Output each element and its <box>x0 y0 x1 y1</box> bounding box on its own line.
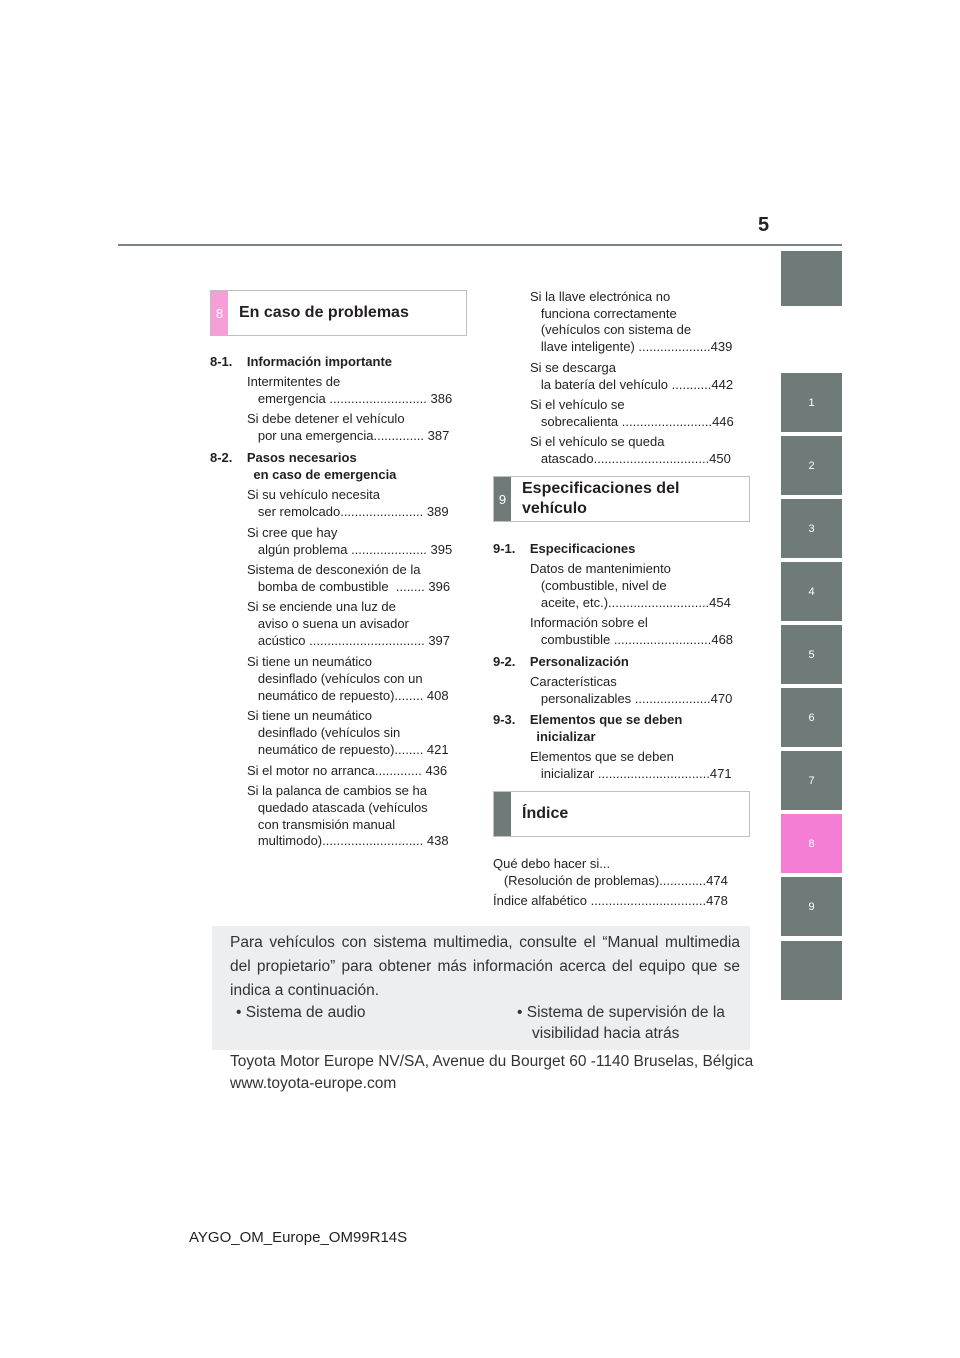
toc-entry[interactable]: aceite, etc.)............................454 <box>530 595 731 610</box>
toc-chapter[interactable]: inicializar <box>493 729 596 744</box>
toc-entry[interactable]: con transmisión manual <box>247 817 396 832</box>
index-header <box>493 791 750 837</box>
toc-entry[interactable]: aviso o suena un avisador <box>247 616 409 631</box>
toc-chapter[interactable]: 8-2. Pasos necesarios <box>210 450 357 465</box>
side-tab-label: 3 <box>808 522 815 535</box>
toc-entry[interactable]: Qué debo hacer si... <box>493 856 611 871</box>
toc-entry[interactable]: desinflado (vehículos sin <box>247 725 401 740</box>
toc-entry[interactable]: neumático de repuesto)........ 421 <box>247 742 449 757</box>
side-tab-5[interactable] <box>781 625 842 684</box>
note-item-audio: • Sistema de audio <box>236 1004 366 1021</box>
section-title <box>522 479 679 519</box>
side-tab-label: 5 <box>808 648 815 661</box>
toc-entry[interactable]: Si debe detener el vehículo <box>247 411 405 426</box>
toc-entry[interactable]: Información sobre el <box>530 615 648 630</box>
toc-chapter[interactable]: 9-3. Elementos que se deben <box>493 712 683 727</box>
toc-entry[interactable]: Si se descarga <box>530 360 616 375</box>
note-item-rear-view: • Sistema de supervisión de la <box>517 1004 725 1021</box>
toc-entry[interactable]: (vehículos con sistema de <box>530 322 692 337</box>
toc-entry[interactable]: por una emergencia.............. 387 <box>247 428 450 443</box>
side-tab-8[interactable] <box>781 814 842 873</box>
section-number: 9 <box>494 477 511 521</box>
multimedia-note-text: Para vehículos con sistema multimedia, consulte el “Manual multimedia del propietario” para obtener más información acerca del equipo que se indica a continuación. <box>230 934 740 999</box>
toc-entry[interactable]: (Resolución de problemas).............474 <box>493 873 728 888</box>
toc-entry[interactable]: Si su vehículo necesita <box>247 487 380 502</box>
toc-entry[interactable]: llave inteligente) ....................439 <box>530 339 733 354</box>
side-tab-label: 8 <box>808 837 815 850</box>
publisher-url[interactable]: www.toyota-europe.com <box>230 1075 397 1092</box>
section-number-blank <box>494 792 511 836</box>
toc-entry[interactable]: Si tiene un neumático <box>247 654 373 669</box>
toc-entry[interactable]: neumático de repuesto)........ 408 <box>247 688 449 703</box>
toc-entry[interactable]: desinflado (vehículos con un <box>247 671 423 686</box>
toc-entry[interactable]: ser remolcado....................... 389 <box>247 504 449 519</box>
side-tab-4[interactable] <box>781 562 842 621</box>
side-tab-2[interactable] <box>781 436 842 495</box>
toc-entry[interactable]: Si el motor no arranca............. 436 <box>247 763 448 778</box>
toc-chapter[interactable]: 9-1. Especificaciones <box>493 541 636 556</box>
toc-entry[interactable]: (combustible, nivel de <box>530 578 667 593</box>
toc-chapter[interactable]: 9-2. Personalización <box>493 654 629 669</box>
section-title: En caso de problemas <box>239 304 409 321</box>
toc-entry[interactable]: acústico ................................ 397 <box>247 633 451 648</box>
toc-entry[interactable]: Si tiene un neumático <box>247 708 373 723</box>
toc-entry[interactable]: Si el vehículo se <box>530 397 625 412</box>
toc-entry[interactable]: Sistema de desconexión de la <box>247 562 421 577</box>
toc-entry[interactable]: sobrecalienta .........................446 <box>530 414 734 429</box>
section-title: Índice <box>522 805 569 822</box>
section-number: 8 <box>211 291 228 335</box>
toc-entry[interactable]: Intermitentes de <box>247 374 341 389</box>
toc-entry[interactable]: Índice alfabético ................................478 <box>493 893 728 908</box>
section-title-line: vehículo <box>522 500 587 517</box>
toc-chapter[interactable]: en caso de emergencia <box>210 467 397 482</box>
side-tab-7[interactable] <box>781 751 842 810</box>
side-tab-9[interactable] <box>781 877 842 936</box>
toc-entry[interactable]: Si se enciende una luz de <box>247 599 396 614</box>
side-tab-label: 6 <box>808 711 815 724</box>
side-tab-blank-bottom[interactable] <box>781 941 842 1000</box>
toc-entry[interactable]: bomba de combustible ........ 396 <box>247 579 451 594</box>
toc-entry[interactable]: atascado................................450 <box>530 451 731 466</box>
page-number: 5 <box>758 214 770 236</box>
side-tab-label: 9 <box>808 900 815 913</box>
publisher-address: Toyota Motor Europe NV/SA, Avenue du Bourget 60 -1140 Bruselas, Bélgica <box>230 1053 754 1070</box>
section-9-header <box>493 476 750 522</box>
toc-entry[interactable]: emergencia ........................... 386 <box>247 391 453 406</box>
toc-entry[interactable]: Si la llave electrónica no <box>530 289 671 304</box>
side-tab-1[interactable] <box>781 373 842 432</box>
side-tab-blank-top[interactable] <box>781 251 842 306</box>
note-item-rear-view-cont: visibilidad hacia atrás <box>532 1025 680 1042</box>
side-tab-label: 1 <box>808 396 815 409</box>
side-tab-3[interactable] <box>781 499 842 558</box>
toc-entry[interactable]: Si la palanca de cambios se ha <box>247 783 427 798</box>
toc-entry[interactable]: quedado atascada (vehículos <box>247 800 428 815</box>
toc-entry[interactable]: Si el vehículo se queda <box>530 434 665 449</box>
side-tab-label: 7 <box>808 774 815 787</box>
side-tab-label: 2 <box>808 459 815 472</box>
toc-entry[interactable]: funciona correctamente <box>530 306 677 321</box>
toc-chapter[interactable]: 8-1. Información importante <box>210 354 393 369</box>
document-code: AYGO_OM_Europe_OM99R14S <box>189 1229 408 1246</box>
section-8-header <box>210 290 467 336</box>
toc-entry[interactable]: Datos de mantenimiento <box>530 561 671 576</box>
side-tab-6[interactable] <box>781 688 842 747</box>
toc-entry[interactable]: Si cree que hay <box>247 525 338 540</box>
toc-entry[interactable]: multimodo)............................ 438 <box>247 833 449 848</box>
toc-entry[interactable]: combustible ...........................468 <box>530 632 734 647</box>
header-rule <box>118 244 842 246</box>
toc-entry[interactable]: inicializar ...............................471 <box>530 766 732 781</box>
toc-entry[interactable]: personalizables .....................470 <box>530 691 733 706</box>
toc-entry[interactable]: Elementos que se deben <box>530 749 674 764</box>
section-title-line: Especificaciones del <box>522 480 680 497</box>
toc-entry[interactable]: algún problema ..................... 395 <box>247 542 453 557</box>
toc-entry[interactable]: la batería del vehículo ...........442 <box>530 377 734 392</box>
side-tab-label: 4 <box>808 585 815 598</box>
toc-entry[interactable]: Características <box>530 674 617 689</box>
